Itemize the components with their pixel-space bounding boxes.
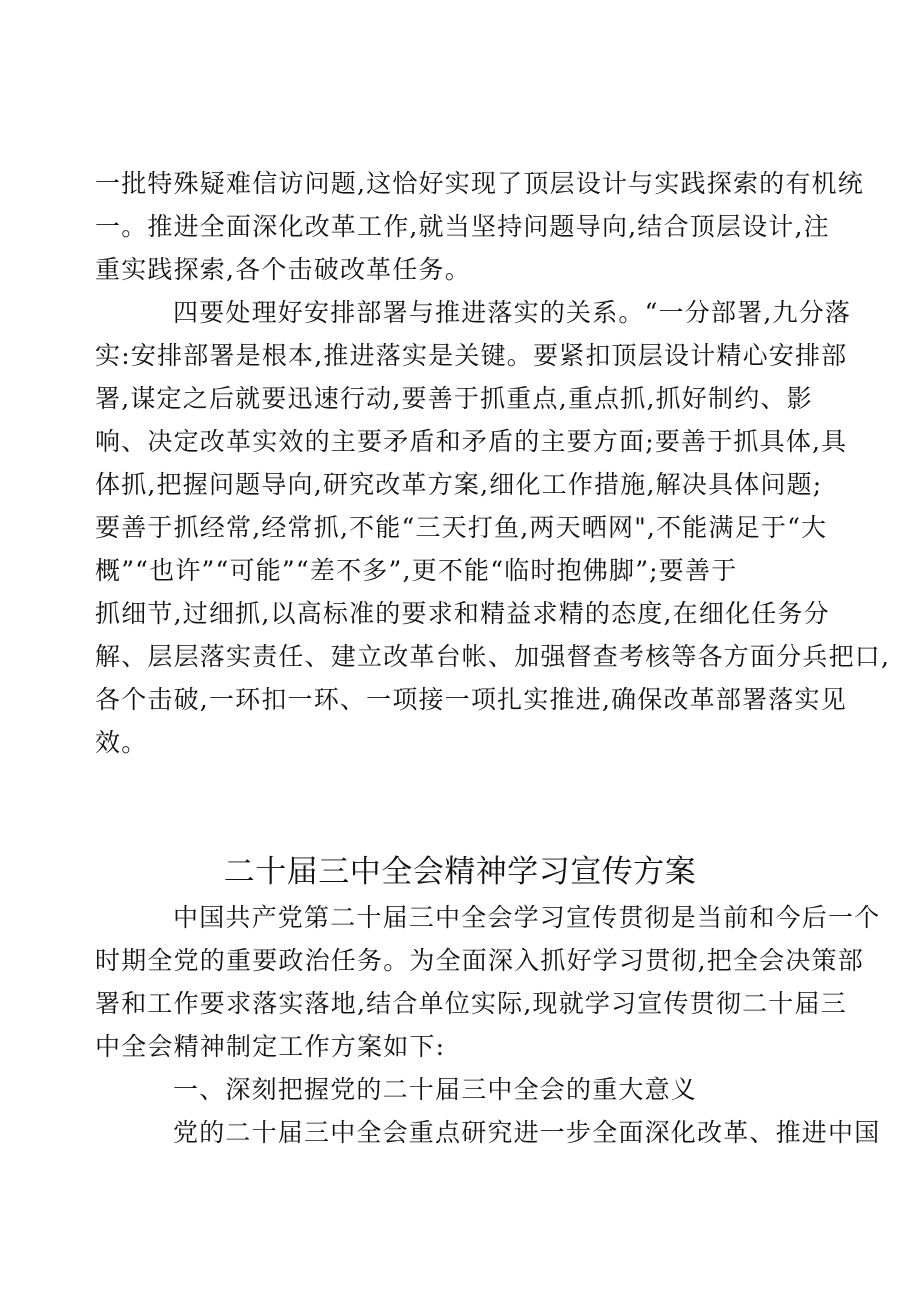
paragraph-first-line: 四要处理好安排部署与推进落实的关系。“一分部署,九分落 bbox=[173, 298, 852, 327]
body-line: 署和工作要求落实落地,结合单位实际,现就学习宣传贯彻二十届三 bbox=[95, 989, 847, 1018]
body-line: 实:安排部署是根本,推进落实是关键。要紧扣顶层设计精心安排部 bbox=[95, 341, 848, 370]
body-line: 重实践探索,各个击破改革任务。 bbox=[95, 255, 471, 284]
body-line: 要善于抓经常,经常抓,不能“三天打鱼,两天晒网",不能满足于“大 bbox=[95, 513, 828, 542]
body-line: 一。推进全面深化改革工作,就当坚持问题导向,结合顶层设计,注 bbox=[95, 212, 830, 241]
paragraph-first-line: 中国共产党第二十届三中全会学习宣传贯彻是当前和今后一个 bbox=[173, 903, 881, 932]
body-line: 时期全党的重要政治任务。为全面深入抓好学习贯彻,把全会决策部 bbox=[95, 946, 864, 975]
body-line: 一批特殊疑难信访问题,这恰好实现了顶层设计与实践探索的有机统 bbox=[95, 169, 864, 198]
document-title: 二十届三中全会精神学习宣传方案 bbox=[223, 854, 697, 890]
body-line: 效。 bbox=[95, 728, 148, 757]
body-line: 响、决定改革实效的主要矛盾和矛盾的主要方面;要善于抓具体,具 bbox=[95, 427, 848, 456]
body-line: 概”“也许”“可能”“差不多”,更不能“临时抱佛脚”;要善于 bbox=[95, 556, 738, 585]
body-line: 解、层层落实责任、建立改革台帐、加强督查考核等各方面分兵把口, bbox=[95, 642, 891, 671]
paragraph-first-line: 党的二十届三中全会重点研究进一步全面深化改革、推进中国 bbox=[173, 1118, 881, 1147]
body-line: 中全会精神制定工作方案如下: bbox=[95, 1032, 446, 1061]
section-heading: 一、深刻把握党的二十届三中全会的重大意义 bbox=[173, 1075, 698, 1104]
body-line: 体抓,把握问题导向,研究改革方案,细化工作措施,解决具体问题; bbox=[95, 470, 823, 499]
body-line: 抓细节,过细抓,以高标准的要求和精益求精的态度,在细化任务分 bbox=[95, 599, 830, 628]
body-line: 署,谋定之后就要迅速行动,要善于抓重点,重点抓,抓好制约、影 bbox=[95, 384, 813, 413]
body-line: 各个击破,一环扣一环、一项接一项扎实推进,确保改革部署落实见 bbox=[95, 685, 847, 714]
